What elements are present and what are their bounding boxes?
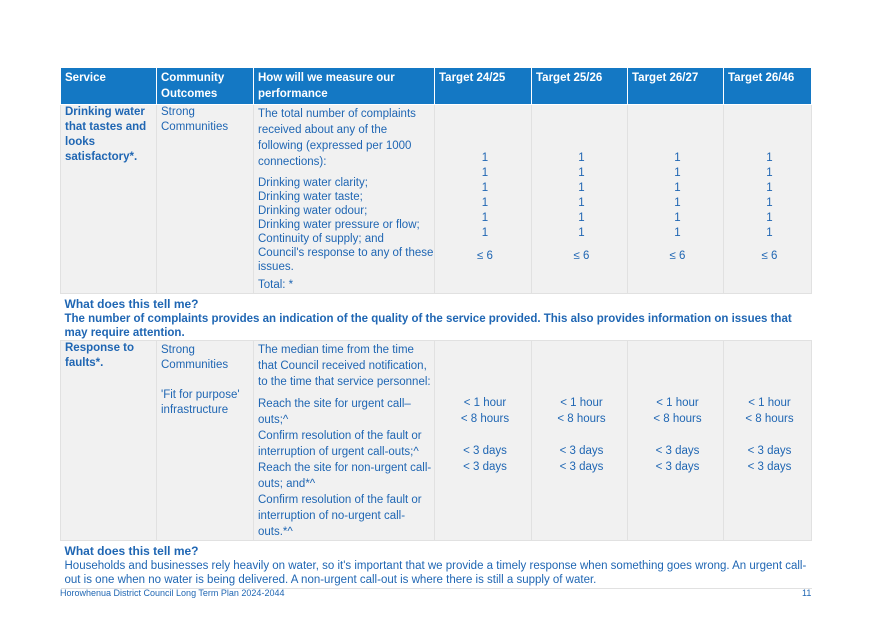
measure-cell xyxy=(254,341,435,541)
target-value: 1 xyxy=(766,152,773,164)
info-question: What does this tell me? xyxy=(64,544,199,558)
target-value: < 3 days xyxy=(655,461,700,473)
target-value: 1 xyxy=(578,182,585,194)
measure-cell xyxy=(254,105,435,294)
table-row-response-to-faults xyxy=(61,341,812,541)
target-value: 1 xyxy=(674,152,681,164)
measure-item: Reach the site for non-urgent call-outs; and*^ xyxy=(258,462,432,490)
target-value: 1 xyxy=(766,182,773,194)
header-target-26-46: Target 26/46 xyxy=(724,68,812,105)
table-row-drinking-water xyxy=(61,105,812,294)
service-text: Response to faults*. xyxy=(65,342,135,369)
header-row xyxy=(61,68,812,105)
info-row-faults xyxy=(61,541,812,589)
target-value: < 8 hours xyxy=(460,413,510,425)
target-value: 1 xyxy=(766,212,773,224)
target-value: 1 xyxy=(481,197,489,209)
info-cell xyxy=(61,541,812,589)
target-value: 1 xyxy=(578,227,585,239)
target-cell-25-26 xyxy=(532,105,628,294)
measure-item: Drinking water odour; xyxy=(258,205,368,217)
target-value: < 8 hours xyxy=(745,413,794,425)
target-total: ≤ 6 xyxy=(669,250,686,262)
target-value: < 8 hours xyxy=(653,413,702,425)
target-value: 1 xyxy=(578,152,585,164)
info-text: Households and businesses rely heavily on water, so it's important that we provide a timely response when something goes wrong. An urgent call-out is one when no water is being delivered. A non-urgent call-out is where there is still a supply of water. xyxy=(64,560,807,586)
header-community-outcomes: Community Outcomes xyxy=(157,68,254,105)
target-total: ≤ 6 xyxy=(761,250,778,262)
outcome-cell xyxy=(157,341,254,541)
target-value: 1 xyxy=(578,167,585,179)
target-cell-25-26 xyxy=(532,341,628,541)
measure-item: Continuity of supply; and xyxy=(258,233,384,245)
target-value: 1 xyxy=(674,167,681,179)
target-value: 1 xyxy=(766,167,773,179)
target-value: 1 xyxy=(766,227,773,239)
target-cell-24-25 xyxy=(435,105,532,294)
target-value: 1 xyxy=(674,197,681,209)
header-target-24-25: Target 24/25 xyxy=(435,68,532,105)
info-row-complaints xyxy=(61,294,812,341)
target-total: ≤ 6 xyxy=(573,250,590,262)
measure-item: Confirm resolution of the fault or interruption of no-urgent call-outs.*^ xyxy=(258,494,422,538)
target-cell-26-46 xyxy=(724,105,812,294)
target-value: 1 xyxy=(481,182,489,194)
target-value: < 1 hour xyxy=(463,397,507,409)
measure-item: Council's response to any of these issues. xyxy=(258,247,434,273)
outcome-text: Strong Communities xyxy=(161,106,229,133)
target-value: < 3 days xyxy=(559,461,604,473)
target-value: 1 xyxy=(578,212,585,224)
target-value: < 3 days xyxy=(559,445,604,457)
header-measure: How will we measure our performance xyxy=(254,68,435,105)
service-cell xyxy=(61,105,157,294)
target-value: 1 xyxy=(674,227,681,239)
measure-item: Drinking water taste; xyxy=(258,191,363,203)
info-cell xyxy=(61,294,812,341)
target-value: < 8 hours xyxy=(557,413,606,425)
measure-item: Drinking water pressure or flow; xyxy=(258,219,420,231)
target-value: 1 xyxy=(481,152,489,164)
target-value: < 3 days xyxy=(747,445,792,457)
target-value: 1 xyxy=(481,167,489,179)
target-value: < 3 days xyxy=(655,445,700,457)
performance-table xyxy=(60,67,812,589)
footer-title: Horowhenua District Council Long Term Plan 2024-2044 xyxy=(60,588,285,598)
target-cell-26-27 xyxy=(628,105,724,294)
measure-intro: The median time from the time that Council received notification, to the time that service personnel: xyxy=(258,344,431,388)
measure-total-label: Total: * xyxy=(258,279,294,291)
target-cell-26-46 xyxy=(724,341,812,541)
header-target-26-27: Target 26/27 xyxy=(628,68,724,105)
target-value: 1 xyxy=(481,212,489,224)
target-value: 1 xyxy=(578,197,585,209)
measure-item: Reach the site for urgent call–outs;^ xyxy=(258,398,411,426)
outcome-cell xyxy=(157,105,254,294)
outcome-text: Strong Communities xyxy=(161,344,229,371)
measure-intro: The total number of complaints received about any of the following (expressed per 1000 connections): xyxy=(258,108,416,168)
header-service: Service xyxy=(61,68,157,105)
service-cell xyxy=(61,341,157,541)
service-text: Drinking water that tastes and looks satisfactory*. xyxy=(65,106,147,163)
page-number: 11 xyxy=(802,588,812,598)
target-value: < 1 hour xyxy=(748,397,791,409)
target-value: 1 xyxy=(674,212,681,224)
header-target-25-26: Target 25/26 xyxy=(532,68,628,105)
target-value: < 1 hour xyxy=(656,397,699,409)
target-value: 1 xyxy=(674,182,681,194)
target-value: 1 xyxy=(766,197,773,209)
target-value: < 3 days xyxy=(463,461,507,473)
target-cell-26-27 xyxy=(628,341,724,541)
measure-item: Drinking water clarity; xyxy=(258,177,368,189)
info-question: What does this tell me? xyxy=(64,297,199,311)
target-value: 1 xyxy=(481,227,489,239)
info-text: The number of complaints provides an indication of the quality of the service provided. This also provides information on issues that may require attention. xyxy=(64,313,792,339)
target-value: < 1 hour xyxy=(560,397,603,409)
measure-item: Confirm resolution of the fault or interruption of urgent call-outs;^ xyxy=(258,430,422,458)
outcome-text: 'Fit for purpose' infrastructure xyxy=(161,389,240,416)
target-value: < 3 days xyxy=(463,445,507,457)
target-total: ≤ 6 xyxy=(477,250,493,262)
target-value: < 3 days xyxy=(747,461,792,473)
target-cell-24-25 xyxy=(435,341,532,541)
